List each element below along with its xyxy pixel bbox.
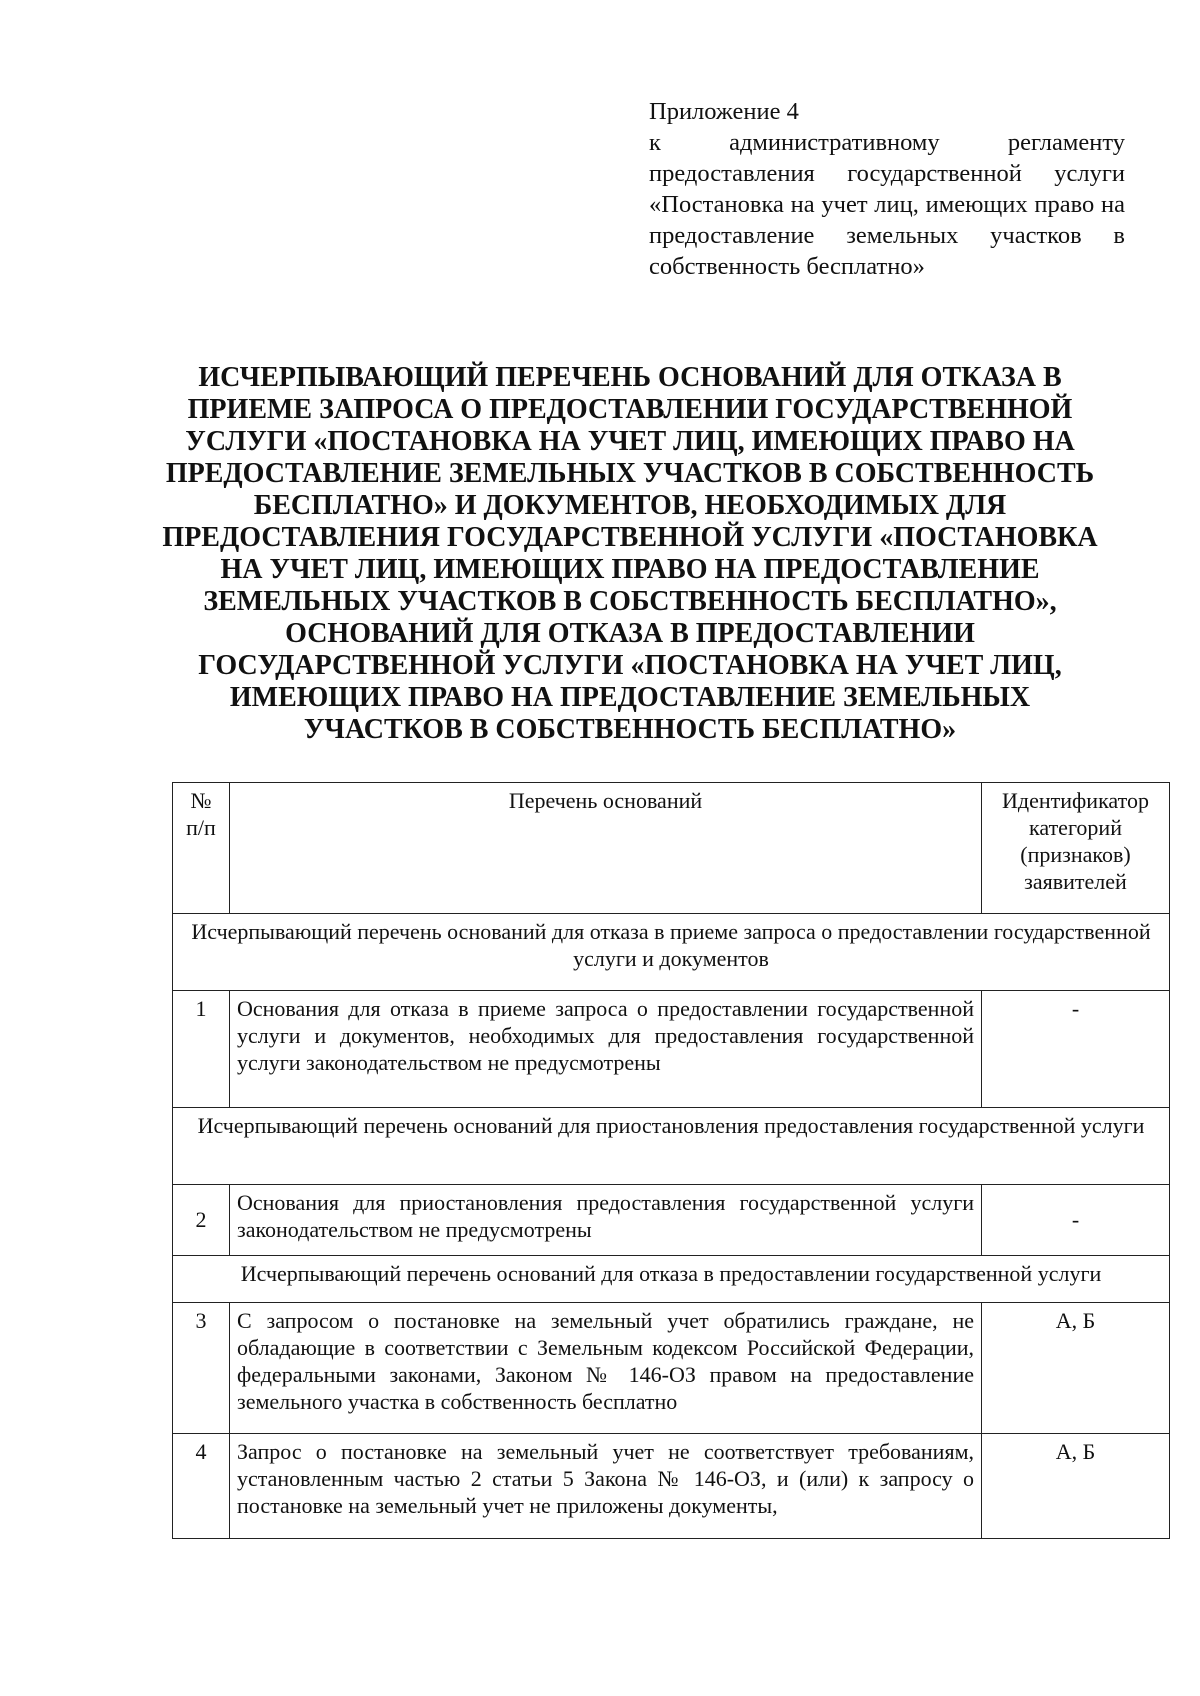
section-title-2: Исчерпывающий перечень оснований для приостановления предоставления государственной услуги xyxy=(173,1108,1170,1185)
table-row xyxy=(173,1185,1170,1256)
section-row xyxy=(173,1108,1170,1185)
row-number: 2 xyxy=(173,1185,230,1256)
section-title-1: Исчерпывающий перечень оснований для отказа в приеме запроса о предоставлении государственной услуги и документов xyxy=(173,914,1170,991)
row-text: С запросом о постановке на земельный учет обратились граждане, не обладающие в соответствии с Земельным кодексом Российской Федерации, федеральными законами, Законом № 146-ОЗ правом на предоставление земельного участка в собственность бесплатно xyxy=(230,1303,982,1434)
row-identifier: А, Б xyxy=(982,1434,1170,1539)
row-number: 1 xyxy=(173,991,230,1108)
row-identifier: - xyxy=(982,991,1170,1108)
section-row xyxy=(173,1256,1170,1303)
table-row xyxy=(173,1303,1170,1434)
section-title-3: Исчерпывающий перечень оснований для отказа в предоставлении государственной услуги xyxy=(173,1256,1170,1303)
row-identifier: - xyxy=(982,1185,1170,1256)
table-row xyxy=(173,991,1170,1108)
row-identifier: А, Б xyxy=(982,1303,1170,1434)
row-number: 4 xyxy=(173,1434,230,1539)
annex-text: к административному регламенту предоставления государственной услуги «Постановка на учет лиц, имеющих право на предоставление земельных участков в собственность бесплатно» xyxy=(649,129,1125,280)
grounds-table xyxy=(172,782,1169,1539)
header-number-abbr: п/п xyxy=(186,815,216,840)
document-title: ИСЧЕРПЫВАЮЩИЙ ПЕРЕЧЕНЬ ОСНОВАНИЙ ДЛЯ ОТКАЗА В ПРИЕМЕ ЗАПРОСА О ПРЕДОСТАВЛЕНИИ ГОСУДАРСТВЕННОЙ УСЛУГИ «ПОСТАНОВКА НА УЧЕТ ЛИЦ, ИМЕЮЩИХ ПРАВО НА ПРЕДОСТАВЛЕНИЕ ЗЕМЕЛЬНЫХ УЧАСТКОВ В СОБСТВЕННОСТЬ БЕСПЛАТНО» И ДОКУМЕНТОВ, НЕОБХОДИМЫХ ДЛЯ ПРЕДОСТАВЛЕНИЯ ГОСУДАРСТВЕННОЙ УСЛУГИ «ПОСТАНОВКА НА УЧЕТ ЛИЦ, ИМЕЮЩИХ ПРАВО НА ПРЕДОСТАВЛЕНИЕ ЗЕМЕЛЬНЫХ УЧАСТКОВ В СОБСТВЕННОСТЬ БЕСПЛАТНО», ОСНОВАНИЙ ДЛЯ ОТКАЗА В ПРЕДОСТАВЛЕНИИ ГОСУДАРСТВЕННОЙ УСЛУГИ «ПОСТАНОВКА НА УЧЕТ ЛИЦ, ИМЕЮЩИХ ПРАВО НА ПРЕДОСТАВЛЕНИЕ ЗЕМЕЛЬНЫХ УЧАСТКОВ В СОБСТВЕННОСТЬ БЕСПЛАТНО» xyxy=(162,362,1098,745)
annex-heading: Приложение 4 xyxy=(649,98,799,125)
header-number-symbol: № xyxy=(190,788,212,813)
header-number-cell xyxy=(173,783,230,914)
table-header-row xyxy=(173,783,1170,914)
table-row xyxy=(173,1434,1170,1539)
header-identifier-cell: Идентификатор категорий (признаков) заявителей xyxy=(982,783,1170,914)
row-text: Основания для отказа в приеме запроса о предоставлении государственной услуги и документов, необходимых для предоставления государственной услуги законодательством не предусмотрены xyxy=(230,991,982,1108)
row-number: 3 xyxy=(173,1303,230,1434)
header-grounds-cell: Перечень оснований xyxy=(230,783,982,914)
row-text: Основания для приостановления предоставления государственной услуги законодательством не предусмотрены xyxy=(230,1185,982,1256)
section-row xyxy=(173,914,1170,991)
row-text: Запрос о постановке на земельный учет не соответствует требованиям, установленным частью 2 статьи 5 Закона № 146-ОЗ, и (или) к запросу о постановке на земельный учет не приложены документы, xyxy=(230,1434,982,1539)
annex-block xyxy=(649,96,1125,282)
